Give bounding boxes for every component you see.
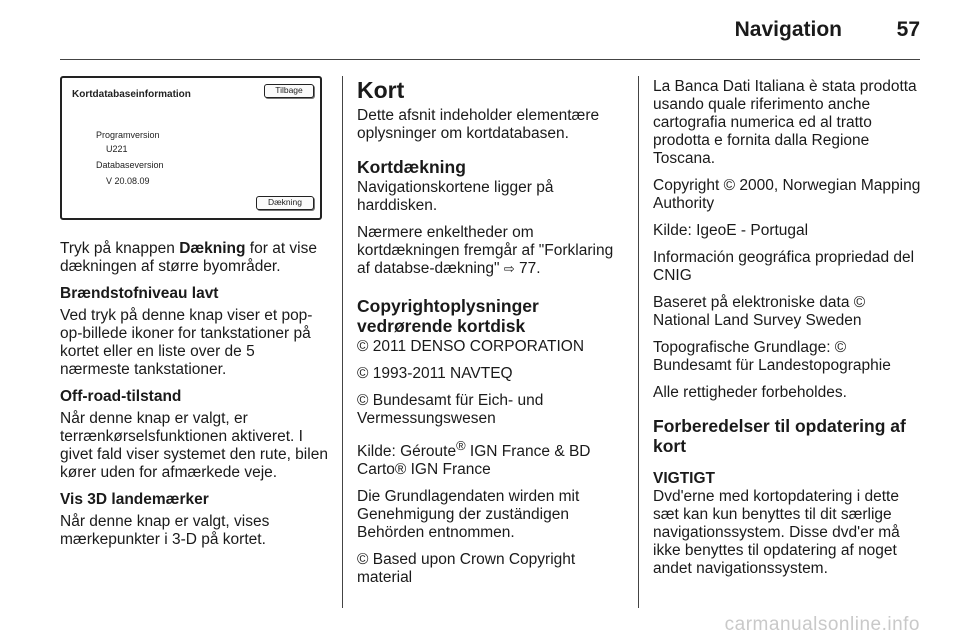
copyright-bev: © Bundesamt für Eich- und Vermessungswesen — [357, 392, 544, 427]
coverage-heading: Kortdækning — [357, 157, 466, 177]
map-database-screen-figure — [60, 76, 328, 226]
map-intro: Dette afsnit indeholder elementære oplysninger om kortdatabasen. — [357, 107, 600, 142]
copyright-norway: Copyright © 2000, Norwegian Mapping Authority — [653, 177, 921, 212]
fuel-text: Ved tryk på denne knap viser et pop-op-billede ikoner for tankstationer på kortet eller en liste over de 5 nærmeste tankstationer. — [60, 307, 313, 378]
offroad-text: Når denne knap er valgt, er terrænkørselsfunktionen aktiveret. I givet fald viser systemet den rute, bilen kører uden for afmærkede veje. — [60, 410, 328, 481]
copyright-switzerland: Topografische Grundlage: © Bundesamt für Landestopographie — [653, 339, 891, 374]
coverage-text: Navigationskortene ligger på harddisken. — [357, 179, 554, 214]
section-title: Navigation — [734, 18, 842, 41]
update-text: Dvd'erne med kortopdatering i dette sæt kan kun benyttes til dit særlige navigationssystem. Disse dvd'er må ikke benyttes til opdatering af noget andet navigationssystem. — [653, 488, 900, 577]
page-number: 57 — [896, 18, 920, 41]
program-version-value: U221 — [106, 144, 128, 154]
coverage-reference: Nærmere enkeltheder om kortdækningen fremgår af "Forklaring af databse-dækning" ⇨ 77. — [357, 224, 614, 277]
copyright-portugal: Kilde: IgeoE - Portugal — [653, 222, 809, 239]
coverage-button[interactable]: Dækning — [256, 196, 314, 210]
copyright-spain: Información geográfica propriedad del CNIG — [653, 249, 915, 284]
landmarks-text: Når denne knap er valgt, vises mærkepunkter i 3-D på kortet. — [60, 513, 270, 548]
offroad-heading: Off-road-tilstand — [60, 388, 182, 405]
important-label: VIGTIGT — [653, 470, 715, 487]
coverage-paragraph: Tryk på knappen Dækning for at vise dækningen af større byområder. — [60, 240, 317, 275]
page-reference-arrow-icon: ⇨ — [503, 261, 515, 276]
right-column — [653, 78, 923, 587]
copyright-italy: La Banca Dati Italiana è stata prodotta usando quale riferimento anche cartografia numerica ed al tratto prodotta e fornita dalla Regione Toscana. — [653, 78, 917, 167]
landmarks-heading: Vis 3D landemærker — [60, 491, 209, 508]
rights-reserved: Alle rettigheder forbeholdes. — [653, 384, 847, 401]
database-version-label: Databaseversion — [96, 160, 164, 170]
watermark: carmanualsonline.info — [724, 614, 920, 635]
page-header — [0, 0, 960, 60]
header-divider — [60, 59, 920, 60]
fuel-heading: Brændstofniveau lavt — [60, 285, 219, 302]
copyright-denso: © 2011 DENSO CORPORATION — [357, 338, 585, 355]
copyright-sweden: Baseret på elektroniske data © National Land Survey Sweden — [653, 294, 866, 329]
column-divider-1 — [342, 76, 343, 608]
copyright-navteq: © 1993-2011 NAVTEQ — [357, 365, 513, 382]
copyright-crown: © Based upon Crown Copyright material — [357, 551, 576, 587]
coverage-key: Dækning — [179, 240, 246, 257]
database-version-value: V 20.08.09 — [106, 176, 150, 186]
update-heading: Forberedelser til opdatering af kort — [653, 416, 906, 456]
map-heading: Kort — [357, 77, 405, 103]
middle-column — [357, 78, 629, 596]
screen-frame — [60, 76, 322, 220]
copyright-geroute: Kilde: Géroute® IGN France & BD Carto® IGN France — [357, 438, 591, 479]
column-divider-2 — [638, 76, 639, 608]
left-column — [60, 76, 328, 558]
page-reference[interactable]: 77. — [519, 260, 541, 277]
back-button[interactable]: Tilbage — [264, 84, 314, 98]
program-version-label: Programversion — [96, 130, 160, 140]
copyright-heading: Copyrightoplysninger vedrørende kortdisk — [357, 296, 539, 336]
screen-title: Kortdatabaseinformation — [72, 89, 191, 100]
copyright-germany: Die Grundlagendaten wirden mit Genehmigung der zuständigen Behörden entnommen. — [357, 488, 580, 542]
